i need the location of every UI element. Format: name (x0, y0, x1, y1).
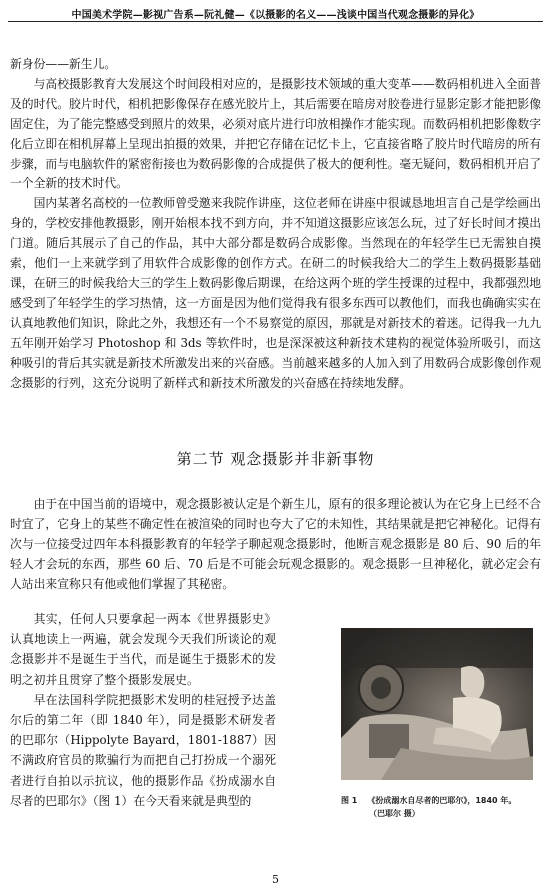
text-column (10, 609, 276, 811)
section-heading: 第二节 观念摄影并非新事物 (176, 450, 375, 468)
page-number: 5 (272, 873, 279, 886)
photo-illustration (341, 628, 533, 780)
bayard-photograph (341, 628, 533, 780)
header-divider (8, 21, 543, 22)
paragraph: 其实，任何人只要拿起一两本《世界摄影史》认真地读上一两遍，就会发现今天我们所谈论的观念摄影并不是诞生于当代，而是诞生于摄影术的发明之初并且贯穿了整个摄影发展史。 (10, 612, 276, 687)
figure-caption (341, 794, 533, 820)
paragraph: 新身份——新生儿。 (10, 57, 117, 71)
paragraph: 早在法国科学院把摄影术发明的桂冠授予达盖尔后的第二年（即 1840 年），同是摄影术研发者的巴耶尔（Hippolyte Bayard，1801-1887）因不满政府官员的欺骗行为而把自己打扮成一个溺死者进行自拍以示抗议，他的摄影作品《扮成溺水自尽者的巴耶尔》（图 1）在今天看来就是典型的 (10, 692, 276, 808)
paragraph: 与高校摄影教育大发展这个时间段相对应的，是摄影技术领域的重大变革——数码相机进入全面普及的时代。胶片时代，相机把影像保存在感光胶片上，其后需要在暗房对胶卷进行显影定影才能把影像固定住，为了能完整感受到照片的效果，必须对底片进行印放相操作才能实现。而数码相机把影像数字化后立即在相机屏幕上呈现出拍摄的效果，并把它存储在记忆卡上，它直接省略了胶片时代暗房的所有步骤，而与电脑软件的紧密衔接也为数码影像的合成提供了极大的便利性。毫无疑问，数码相机开启了一个全新的技术时代。 (10, 76, 541, 191)
body-text-top (10, 55, 541, 393)
figure-1 (341, 628, 533, 820)
body-text-section (10, 495, 541, 595)
paragraph: 由于在中国当前的语境中，观念摄影被认定是个新生儿，原有的很多理论被认为在它身上已经不合时宜了，它身上的某些不确定性在被渲染的同时也夸大了它的未知性，其结果就是把它神秘化。记得有次与一位接受过四年本科摄影教育的年轻学子聊起观念摄影时，他断言观念摄影是 80 后、90 后的年轻人才会玩的东西，那些 60 后、70 后是不可能会玩观念摄影的。观念摄影一旦神秘化，就必定会有人站出来宣称只有他或他们掌握了其秘密。 (10, 497, 541, 591)
caption-line-1: 《扮成溺水自尽者的巴耶尔》，1840 年。 (367, 796, 517, 805)
caption-line-2: （巴耶尔 摄） (369, 809, 420, 818)
running-header: 中国美术学院—影视广告系—阮礼健—《以摄影的名义——浅谈中国当代观念摄影的异化》 (71, 10, 480, 21)
paragraph: 国内某著名高校的一位教师曾受邀来我院作讲座，这位老师在讲座中很诚恳地坦言自己是学绘画出身的，学校安排他教摄影，刚开始根本找不到方向，并不知道这摄影应该怎么玩，过了好长时间才摸出门道。随后其展示了自己的作品，其中大部分都是数码合成影像。当然现在的年轻学生已无需独自摸索，他们一上来就学到了用软件合成影像的创作方式。在研二的时候我给大二的学生上数码摄影基础课，在研三的时候我给大三的学生上数码影像后期课，在给这两个班的学生授课的过程中，我都强烈地感受到了年轻学生的学习热情，这一方面是因为他们觉得我有很多东西可以教他们，而我也确确实实在认真地教他们知识，除此之外，我想还有一个不易察觉的原因，那就是对新技术的着迷。记得我一九九五年刚开始学习 Photoshop 和 3ds 等软件时，也是深深被这种新技术建构的视觉体验所吸引，而这种吸引的背后其实就是新技术所激发出来的兴奋感。当前越来越多的人加入到了用数码合成影像创作观念摄影的行列，这充分说明了新样式和新技术所激发的兴奋感在持续地发酵。 (10, 196, 541, 390)
figure-label: 图 1 (341, 796, 358, 805)
